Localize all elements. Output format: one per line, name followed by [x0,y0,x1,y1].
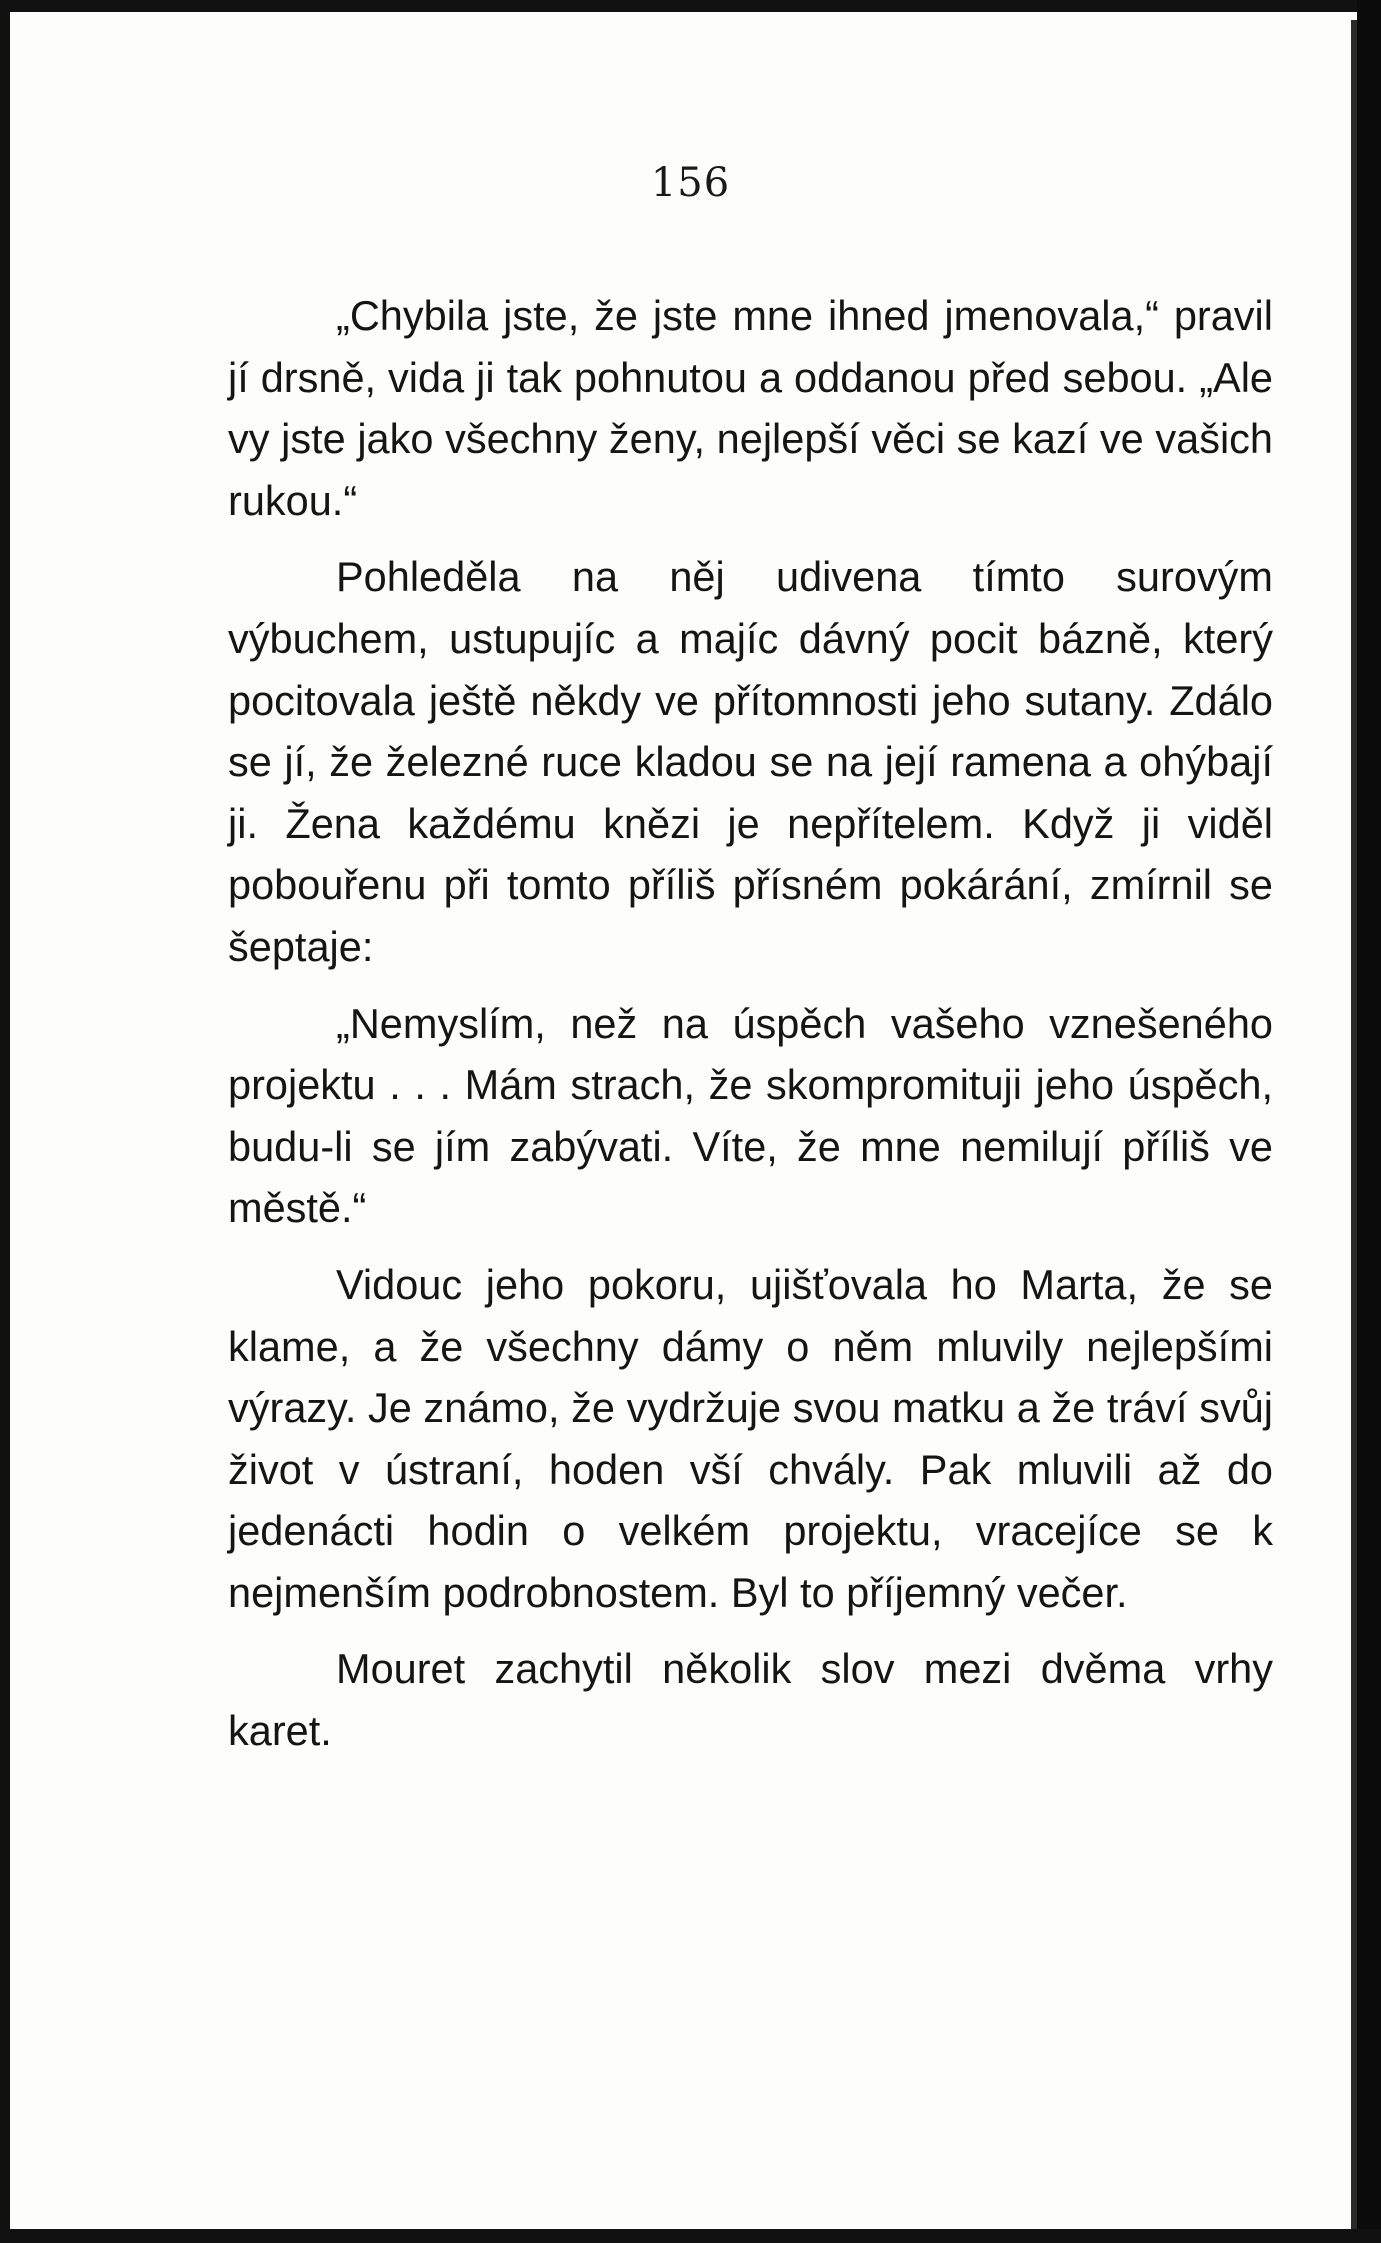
scan-border-right-shadow [1351,20,1357,2230]
scan-border-top [0,0,1381,12]
page-number: 156 [650,160,731,206]
paragraph: Vidouc jeho pokoru, ujišťovala ho Marta, že se klame, a že všechny dámy o něm mluvily nejlepšími výrazy. Je známo, že vydržuje svou matku a že tráví svůj život v ústraní, hoden vší chvály. Pak mluvili až do jedenácti hodin o velkém projektu, vracejíce se k nejmenším podrobnostem. Byl to příjemný večer. [228,1260,1273,1616]
scan-border-left [0,0,10,2243]
paragraph: Pohleděla na něj udivena tímto surovým výbuchem, ustupujíc a majíc dávný pocit bázně, který pocitovala ještě někdy ve přítomnosti jeho sutany. Zdálo se jí, že železné ruce kladou se na její ramena a ohýbají ji. Žena každému knězi je nepřítelem. Když ji viděl pobouřenu při tomto příliš přísném pokárání, zmírnil se šeptaje: [228,553,1273,970]
paragraph: „Nemyslím, než na úspěch vašeho vznešeného projektu . . . Mám strach, že skompromituji jeho úspěch, budu-li se jím zabývati. Víte, že mne nemilují příliš ve městě.“ [228,999,1273,1232]
scan-border-bottom [0,2229,1381,2243]
paragraph: Mouret zachytil několik slov mezi dvěma vrhy karet. [228,1645,1273,1755]
body-text [228,285,1273,1762]
scan-border-right [1357,0,1381,2243]
paragraph: „Chybila jste, že jste mne ihned jmenovala,“ pravil jí drsně, vida ji tak pohnutou a oddanou před sebou. „Ale vy jste jako všechny ženy, nejlepší věci se kazí ve vašich rukou.“ [228,292,1273,524]
